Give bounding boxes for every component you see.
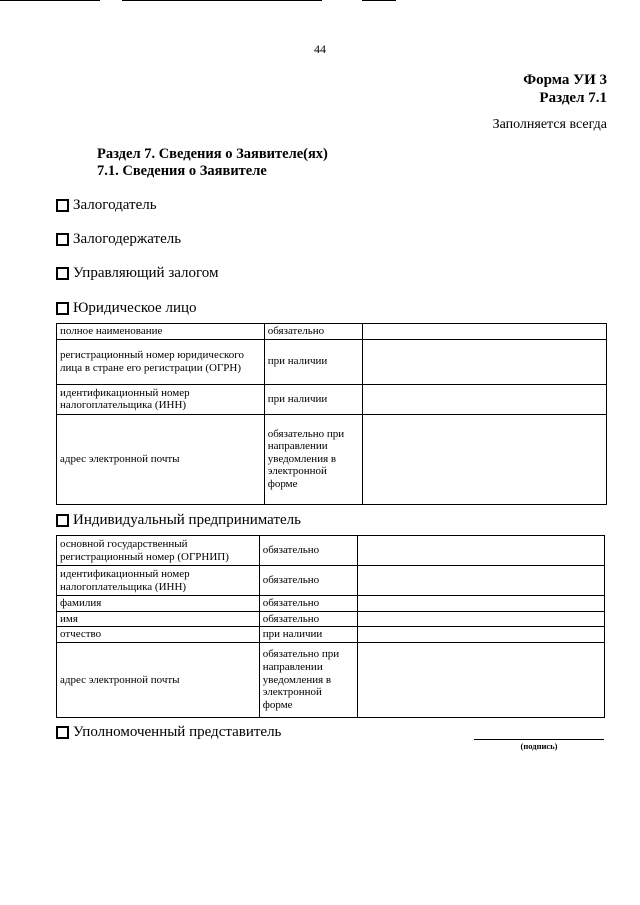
- field-name: отчество: [57, 627, 260, 643]
- option-pledgee[interactable]: [56, 231, 181, 248]
- top-edge-rule: [362, 0, 396, 1]
- field-requirement: обязательно при направлении уведомления в электронной форме: [259, 642, 357, 717]
- field-value-cell[interactable]: [362, 324, 606, 340]
- form-code: Форма УИ 3: [523, 72, 607, 88]
- option-label: Залогодержатель: [73, 231, 182, 247]
- pledger-checkbox[interactable]: [56, 199, 69, 212]
- field-value-cell[interactable]: [357, 536, 604, 566]
- table-row: [57, 627, 605, 643]
- table-row: [57, 384, 607, 414]
- legal-entity-checkbox[interactable]: [56, 302, 69, 315]
- field-requirement: при наличии: [259, 627, 357, 643]
- field-value-cell[interactable]: [357, 642, 604, 717]
- table-row: [57, 566, 605, 596]
- field-name: фамилия: [57, 596, 260, 612]
- table-row: [57, 596, 605, 612]
- field-requirement: обязательно: [259, 596, 357, 612]
- authorized-representative-checkbox[interactable]: [56, 726, 69, 739]
- option-legal-entity[interactable]: [56, 300, 197, 317]
- field-requirement: обязательно: [264, 324, 362, 340]
- table-row: [57, 642, 605, 717]
- field-requirement: при наличии: [264, 384, 362, 414]
- top-edge-rule: [122, 0, 322, 1]
- pledgee-checkbox[interactable]: [56, 233, 69, 246]
- section-code: Раздел 7.1: [539, 90, 607, 106]
- field-value-cell[interactable]: [362, 384, 606, 414]
- field-value-cell[interactable]: [357, 627, 604, 643]
- field-requirement: обязательно при направлении уведомления в электронной форме: [264, 414, 362, 504]
- field-requirement: обязательно: [259, 611, 357, 627]
- field-name: имя: [57, 611, 260, 627]
- field-value-cell[interactable]: [357, 611, 604, 627]
- field-name: адрес электронной почты: [57, 642, 260, 717]
- field-value-cell[interactable]: [362, 414, 606, 504]
- option-label: Индивидуальный предприниматель: [73, 512, 301, 528]
- field-name: полное наименование: [57, 324, 265, 340]
- option-pledge-manager[interactable]: [56, 265, 219, 282]
- individual-entrepreneur-table: [56, 535, 605, 718]
- option-individual-entrepreneur[interactable]: [56, 512, 301, 529]
- option-label: Уполномоченный представитель: [73, 724, 282, 740]
- table-row: [57, 324, 607, 340]
- table-row: [57, 611, 605, 627]
- section-title: Раздел 7. Сведения о Заявителе(ях): [97, 146, 328, 162]
- option-label: Залогодатель: [73, 197, 157, 213]
- subsection-title: 7.1. Сведения о Заявителе: [97, 163, 267, 179]
- legal-entity-table: [56, 323, 607, 505]
- field-requirement: обязательно: [259, 566, 357, 596]
- field-name: регистрационный номер юридического лица в стране его регистрации (ОГРН): [57, 339, 265, 384]
- option-authorized-representative[interactable]: [56, 724, 281, 741]
- field-name: идентификационный номер налогоплательщика (ИНН): [57, 384, 265, 414]
- top-edge-rule: [0, 0, 100, 1]
- field-name: основной государственный регистрационный номер (ОГРНИП): [57, 536, 260, 566]
- field-name: адрес электронной почты: [57, 414, 265, 504]
- signature-line[interactable]: [474, 739, 604, 740]
- table-row: [57, 339, 607, 384]
- field-requirement: обязательно: [259, 536, 357, 566]
- table-row: [57, 536, 605, 566]
- table-row: [57, 414, 607, 504]
- signature-caption: (подпись): [520, 741, 558, 751]
- pledge-manager-checkbox[interactable]: [56, 267, 69, 280]
- fill-note: Заполняется всегда: [492, 117, 607, 132]
- field-name: идентификационный номер налогоплательщика (ИНН): [57, 566, 260, 596]
- option-label: Юридическое лицо: [73, 300, 197, 316]
- field-requirement: при наличии: [264, 339, 362, 384]
- page-number: 44: [314, 42, 326, 56]
- individual-entrepreneur-checkbox[interactable]: [56, 514, 69, 527]
- option-label: Управляющий залогом: [73, 265, 219, 281]
- field-value-cell[interactable]: [357, 596, 604, 612]
- field-value-cell[interactable]: [362, 339, 606, 384]
- field-value-cell[interactable]: [357, 566, 604, 596]
- option-pledger[interactable]: [56, 197, 157, 214]
